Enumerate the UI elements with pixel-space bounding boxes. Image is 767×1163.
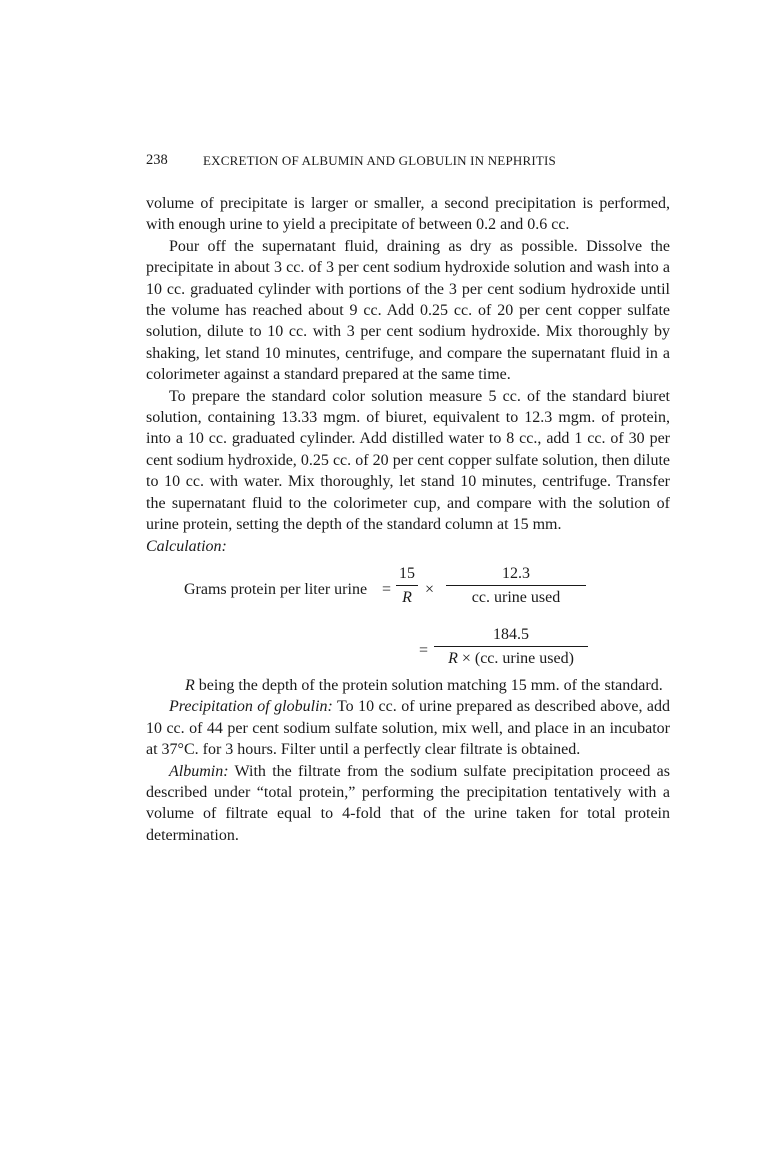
fraction-numerator: 184.5 (493, 625, 529, 643)
running-title: EXCRETION OF ALBUMIN AND GLOBULIN IN NEPHRITIS (203, 153, 556, 168)
fraction-12-3-over-urine (446, 563, 586, 609)
times-sign: × (425, 580, 435, 598)
denominator-rest: × (cc. urine used) (457, 650, 574, 668)
fraction-numerator: 15 (399, 564, 415, 582)
paragraph-albumin (146, 761, 670, 847)
paragraph-globulin (146, 696, 670, 760)
r-definition-text: being the depth of the protein solution matching 15 mm. of the standard. (194, 676, 663, 694)
fraction-bar (446, 585, 586, 586)
fraction-184-5-result (434, 624, 588, 670)
variable-r: R (448, 650, 458, 668)
fraction-denominator: cc. urine used (471, 589, 561, 607)
equation-lhs: Grams protein per liter urine (184, 580, 368, 598)
globulin-text: To 10 cc. of urine prepared as described above, add 10 cc. of 44 per cent sodium sulfate solution, mix well, and place in an incubator at 37°C. for 3 hours. Filter until a perfectly clear filtrate is obtained. (146, 698, 670, 759)
fraction-bar (396, 585, 418, 586)
paragraph-procedure: Pour off the supernatant fluid, draining as dry as possible. Dissolve the precipitate in about 3 cc. of 3 per cent sodium hydroxide solution and wash into a 10 cc. graduated cylinder with portions of the 3 per cent sodium hydroxide until the volume has reached about 9 cc. Add 0.25 cc. of 20 per cent copper sulfate solution, dilute to 10 cc. with 3 per cent sodium hydroxide. Mix thoroughly by shaking, let stand 10 minutes, centrifuge, and compare the supernatant fluid in a colorimeter against a standard prepared at the same time. (146, 237, 670, 384)
calculation-label: Calculation: (146, 537, 227, 555)
equals-sign: = (382, 580, 392, 598)
paragraph-standard: To prepare the standard color solution measure 5 cc. of the standard biuret solution, containing 13.33 mgm. of biuret, equivalent to 12.3 mgm. of protein, into a 10 cc. graduated cylinder. Add distilled water to 8 cc., add 1 cc. of 30 per cent sodium hydroxide, 0.25 cc. of 20 per cent copper sulfate solution, then dilute to 10 cc. with water. Mix thoroughly, let stand 10 minutes, centrifuge. Transfer the supernatant fluid to the colorimeter cup, and compare with the solution of urine protein, setting the depth of the standard column at 15 mm. (146, 387, 670, 534)
variable-r: R (185, 676, 195, 694)
fraction-numerator: 12.3 (502, 564, 530, 582)
fraction-15-over-r (396, 563, 418, 609)
fraction-denominator (434, 648, 588, 669)
r-definition (146, 675, 670, 696)
albumin-text: With the filtrate from the sodium sulfate precipitation proceed as described under “total protein,” performing the precipitation tentatively with a volume of filtrate equal to 4-fold that of the urine taken for total protein determination. (146, 762, 670, 844)
page-body (146, 193, 670, 846)
calculation-equation (146, 557, 670, 675)
equals-sign: = (419, 641, 429, 659)
albumin-heading: Albumin: (169, 762, 229, 780)
fraction-denominator: R (402, 589, 412, 607)
fraction-bar (434, 646, 588, 647)
paragraph-continuation: volume of precipitate is larger or smaller, a second precipitation is performed, with enough urine to yield a precipitate of between 0.2 and 0.6 cc. (146, 195, 670, 234)
globulin-heading: Precipitation of globulin: (169, 698, 333, 716)
page-number: 238 (146, 152, 168, 168)
